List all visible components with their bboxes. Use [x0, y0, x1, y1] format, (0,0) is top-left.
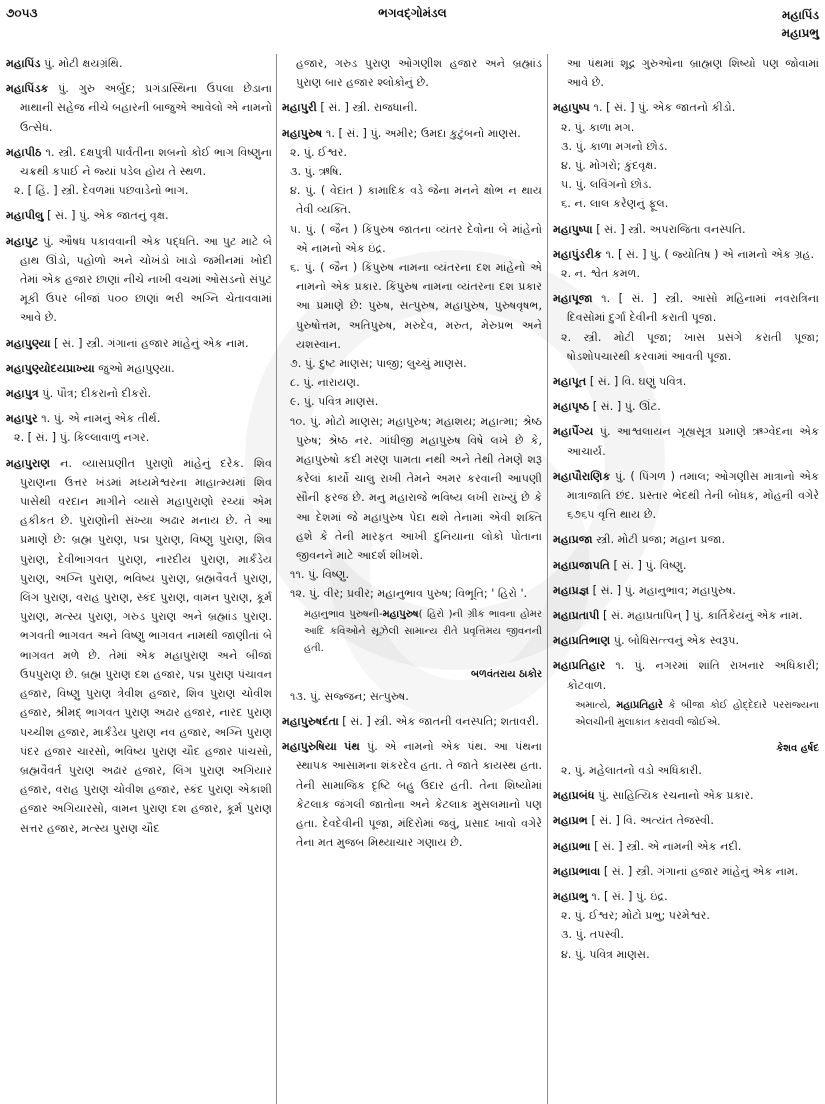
sense: ૬. ન. લાલ કરેણનું ફૂલ.: [561, 197, 669, 211]
sense: ૭. પું. દુષ્ટ માણસ; પાજી; લુચ્ચું માણસ.: [290, 357, 467, 371]
entry: [553, 631, 819, 650]
guide-words: [782, 6, 819, 42]
headword: મહાપુણ્યા: [6, 336, 51, 350]
headword: મહાપુરી: [282, 101, 317, 115]
definition: ૧. પું. એ નામનું એક તીર્થ.: [37, 412, 161, 426]
entry: [6, 409, 272, 428]
guide-word-last: મહાપ્રભુ: [781, 26, 819, 40]
headword: મહાપુર: [6, 412, 38, 426]
quote-text: ( હિરો )ની ગ્રીક ભાવના હોમર આદિ કવિઓને સૂઝેલી સામાન્ય રીતે પ્રવૃત્તિમય જીવનની હતી.: [304, 608, 542, 654]
sense: ૨. [ હિં. ] સ્ત્રી. દેવળમાં પછવાડેનો ભાગ.: [14, 184, 189, 198]
entry: [282, 737, 542, 852]
headword: મહાપૂત: [553, 375, 587, 389]
continued-text: હજાર, ગરુડ પુરાણ ઓગણીશ હજાર અને બ્રહ્માંડ પુરાણ બાર હજાર શ્લોકોનું છે.: [296, 57, 542, 90]
headword: મહાપ્રભાવા: [553, 864, 601, 878]
definition: [ સં. ] સ્ત્રી. એક જાતની વનસ્પતિ; શતાવરી.: [338, 714, 539, 728]
headword: મહાપ્રતિભાણ: [553, 634, 611, 648]
sense: ૫. પું. લવિંગનો છોડ.: [561, 178, 652, 192]
sense: ૪. પું. ( વેદાંત ) કામાદિક વડે જેના મનને ક્ષોભ ન થાય તેવી વ્યક્તિ.: [290, 184, 542, 217]
quote-text: અમાત્યે,: [575, 699, 617, 711]
headword: મહાપુરુષદંતા: [282, 714, 339, 728]
headword: મહાપ્રભુ: [553, 889, 588, 903]
definition: ૧. [ સં. ] સ્ત્રી. આસો મહિનામાં નવરાત્રિના દિવસોમાં દુર્ગા દેવીની કરાતી પૂજા.: [567, 292, 819, 325]
entry: [6, 143, 272, 181]
sense: ૬. પું. ( જૈન ) કિંપુરુષ નામના વ્યંતરના દશ માંહેનો એ નામનો એક પ્રકાર. કિંપુરુષ નામના વ્યંતરના દશ પ્રકાર આ પ્રમાણે છે: પુરુષ, સત્પુરુષ, મહાપુરુષ, પુરુષવૃષભ, પુરુષોત્તમ, અતિપુરુષ, મરુદેવ, મરુત, મેરુપ્રભ અને યશસ્વાન.: [290, 261, 542, 351]
entry: [6, 206, 272, 225]
headword: મહાપ્રભ: [553, 814, 588, 828]
citation-quote: [553, 697, 819, 731]
definition: [ સં. ] સ્ત્રી. ગંગાનાં હજાર માંહેનું એક નામ.: [600, 864, 799, 878]
entry: [6, 384, 272, 403]
entry: [282, 712, 542, 731]
sense: ૨. પું. ઈશ્વર; મોટો પ્રભુ; પરમેશ્વર.: [561, 909, 710, 923]
sense: ૨. પું. કાળા મગ.: [561, 120, 635, 134]
definition: [ સં. ] પું. મહાનુભાવ; મહાપુરુષ.: [589, 583, 736, 597]
sense: ૨. પું. ઈશ્વર.: [290, 145, 347, 159]
entry: [553, 811, 819, 830]
citation-author: બળવંતરાય ઠાકોર: [471, 668, 542, 680]
entry: [553, 289, 819, 327]
sense: ૪. પું. મોગરો; કુંદવૃક્ષ.: [561, 159, 657, 173]
sense: ૨. પું. મહેલાતનો વડો અધિકારી.: [561, 763, 702, 777]
definition: ૧. સ્ત્રી. દક્ષપુત્રી પાર્વતીના શબનો કોઈ ભાગ વિષ્ણુના ચક્રથી કપાઈ ને જ્યાં પડેલ હોય તે સ્થળ.: [20, 145, 272, 179]
entry: [282, 98, 542, 117]
citation-author: કેશવ હર્ષદ: [776, 742, 819, 754]
headword: મહાપુષ્પ: [553, 101, 590, 115]
definition: પું. ઔષધ પકાવવાની એક પદ્ધતિ. આ પુટ માટે બે હાથ ઊંડો, પહોળો અને ચોખંડો ખાડો જમીનમાં ખોદી તેમાં એક હજાર છાણાં નીચે નાખી વચમાં ઓસડનો સંપુટ મૂકી ઉપર બીજાં ૫૦૦ છાણાં ભરી અગ્નિ ચેતાવવામાં આવે છે.: [20, 234, 272, 325]
dictionary-columns: [0, 54, 825, 1104]
entry: [553, 220, 819, 239]
headword: મહાપુત્ર: [6, 387, 39, 401]
column-3: [553, 54, 819, 1104]
entry: [553, 556, 819, 575]
definition: પું. ગુરુ અર્બુદ; પ્રગંડાસ્થિના ઉપલા છેડાના માથાની સહેજ નીચે બહારની બાજુએ આવેલો એ નામનો ઉત્સેધ.: [20, 82, 272, 134]
quote-headword: મહાપ્રતિહારે: [616, 699, 663, 711]
page-number: ૭૦૫૩: [6, 6, 38, 20]
entry: [553, 837, 819, 856]
sense: ૧૨. પું. વીર; પ્રવીર; મહાનુભાવ પુરુષ; વિભૂતિ; ' હિરો '.: [290, 587, 528, 601]
column-1: [6, 54, 272, 1104]
definition: [ સં. ] પું. ઊંટ.: [589, 400, 661, 414]
definition: [ સં. ] સ્ત્રી. રાજધાની.: [316, 101, 418, 115]
sense: ૨. [ સં. ] પું. કિલ્લાવાળું નગર.: [14, 431, 150, 445]
citation-quote: [282, 606, 542, 657]
headword: મહાપુણ્યોદયપ્રાખ્યા: [6, 361, 95, 375]
entry: [553, 862, 819, 881]
entry: [6, 334, 272, 353]
entry: [553, 530, 819, 549]
headword: મહાપૂજા: [553, 292, 593, 306]
headword: મહાપ્રતિહાર: [553, 659, 606, 673]
headword: મહાપીઠ: [6, 145, 42, 159]
entry: [553, 467, 819, 525]
definition: [ સં. ] પું. એક જાતનું વૃક્ષ.: [43, 209, 169, 223]
headword: મહાપ્રજા: [553, 533, 593, 547]
quote-text: મહાનુભાવ પુરુષની-: [304, 608, 383, 620]
column-divider: [547, 54, 548, 1104]
definition: [ સં. ] સ્ત્રી. એ નામની એક નદી.: [590, 839, 742, 853]
definition: પું. સાહિત્યિક રચનાનો એક પ્રકાર.: [594, 789, 754, 803]
entry: [553, 656, 819, 694]
sense: ૩. પું. કાળા મગનો છોડ.: [561, 139, 668, 153]
headword: મહાપ્રતાપી: [553, 609, 600, 623]
headword: મહાપુટ: [6, 234, 39, 248]
sense: ૧૦. પું. મોટો માણસ; મહાપુરુષ; મહાશય; મહાત્મા; શ્રેષ્ઠ પુરુષ; શ્રેષ્ઠ નર. ગાંધીજી મહાપુરુષ વિષે લખે છે કે, મહાપુરુષો કદી મરણ પામતા નથી અને તેથી તેમણે શરૂ કરેલાં કાર્યો ચાલુ રાખી તેમને અમર કરવાની આપણી સૌની ફરજ છે. મનુ મહારાજે ભવિષ્ય લખી રાખ્યું છે કે આ દેશમાં જે મહાપુરુષ પેદા થશે તેનામાં એવી શક્તિ હશે કે તેની મારફત આખી દુનિયાના લોકો પોતાના જીવનને માટે આદર્શ શીખશે.: [290, 414, 542, 563]
headword: મહાપુંડરીક: [553, 247, 602, 261]
definition: [ સં. મહાપ્રતાપિન્ ] પું. કાર્તિકેયનું એક નામ.: [599, 609, 803, 623]
entry: [6, 54, 272, 73]
headword: મહાપીલુ: [6, 209, 44, 223]
entry: [553, 245, 819, 264]
quote-text: કે બીજા કોઈ હોદ્દેદારે પરરાજ્યના એલચીની મુલાકાત કરાવવી જોઈએ.: [575, 699, 819, 728]
running-title: ભગવદ્ગોમંડલ: [378, 6, 447, 20]
entry: [553, 422, 819, 460]
definition: [ સં. ] પું. વિષ્ણુ.: [609, 558, 687, 572]
headword: મહાપિંડ: [6, 57, 41, 70]
entry: [6, 232, 272, 328]
sense: ૪. પું. પવિત્ર માણસ.: [561, 947, 650, 961]
column-2: [282, 54, 542, 1104]
sense: ૮. પું. નારાયણ.: [290, 376, 360, 390]
sense: ૯. પું. પવિત્ર માણસ.: [290, 395, 379, 409]
definition: જુઓ મહાપુણ્યા.: [94, 361, 175, 375]
sense: ૧૩. પું. સજ્જન; સત્પુરુષ.: [290, 689, 409, 703]
headword: મહાપૈંગ્ય: [553, 425, 594, 439]
headword: મહાપ્રજ્ઞ: [553, 583, 590, 597]
headword: મહાપુરાણ: [6, 456, 51, 470]
headword: મહાપૃષ્ઠ: [553, 400, 590, 414]
entry: [553, 581, 819, 600]
headword: મહાપુરુષિયા પંથ: [282, 740, 360, 754]
headword: મહાપ્રભા: [553, 839, 591, 853]
definition: ૧. [ સં. ] પું. એક જાતનો કીડો.: [589, 101, 736, 115]
definition: પું. એ નામનો એક પંથ. આ પંથના સ્થાપક આસામના શંકરદેવ હતા. તે જાતે કાયસ્થ હતા. તેની સામાજિક દૃષ્ટિ બહુ ઉદાર હતી. તેના શિષ્યોમાં કેટલાક જંગલી જાતોના અને કેટલાક મુસલમાનો પણ હતા. દેવદેવીની પૂજા, મંદિરોમાં જવું, પ્રસાદ ખાવો વગેરે તેના મત મુજબ મિથ્યાચાર ગણાય છે.: [296, 740, 542, 850]
column-divider: [276, 54, 277, 1104]
definition: ૧. પું. નગરમાં શાંતિ રાખનાર અધિકારી; કોટવાળ.: [567, 659, 819, 692]
definition: [ સં. ] સ્ત્રી. ગંગાનાં હજાર માંહેનું એક નામ.: [50, 336, 249, 350]
quote-headword: મહાપુરુષ: [382, 608, 419, 620]
entry: [553, 786, 819, 805]
definition: પું. ( પિંગળ ) તમાલ; ઓગણીસ માત્રાનો એક માત્રાજાતિ છંદ. પ્રસ્તાર ભેદથી તેની બોધક, મોહની વગેરે ૬૭૬૫ વૃત્તિ થાય છે.: [567, 469, 819, 522]
entry: [553, 606, 819, 625]
headword: મહાપુરુષ: [282, 126, 323, 140]
headword: મહાપિંડક: [6, 82, 49, 96]
sense: ૨. ન. શ્વેત કમળ.: [561, 267, 641, 281]
definition: [ સં. ] વિ. અત્યંત તેજસ્વી.: [587, 814, 714, 828]
sense: ૩. પું. ઋષિ.: [290, 165, 343, 179]
definition: ન. વ્યાસપ્રણીત પુરાણો માંહેનું દરેક. શિવ પુરાણના ઉત્તર ખંડમાં મધ્યમેશ્વરના માહાત્મ્યમાં શિવ પાસેથી વરદાન માગીને વ્યાસે મહાપુરાણો રચ્યાં એમ હકીકત છે. પુરાણોની સંખ્યા અઢાર મનાય છે. તે આ પ્રમાણે છે: બ્રહ્મ પુરાણ, પદ્મ પુરાણ, વિષ્ણુ પુરાણ, શિવ પુરાણ, દેવીભાગવત પુરાણ, નારદીય પુરાણ, માર્કંડેય પુરાણ, અગ્નિ પુરાણ, ભવિષ્ય પુરાણ, બ્રહ્મવૈવર્ત પુરાણ, લિંગ પુરાણ, વરાહ પુરાણ, સ્કંદ પુરાણ, વામન પુરાણ, કૂર્મ પુરાણ, મત્સ્ય પુરાણ, ગરુડ પુરાણ અને બ્રહ્માંડ પુરાણ. ભગવતી ભાગવત અને વિષ્ણુ ભાગવત નામથી જાણીતાં બે ભાગવત મળે છે. તેમાં એક મહાપુરાણ અને બીજાં ઉપપુરાણ છે. બ્રહ્મ પુરાણ દશ હજાર, પદ્મ પુરાણ પંચાવન હજાર, વિષ્ણુ પુરાણ ત્રેવીશ હજાર, શિવ પુરાણ ચોવીશ હજાર, શ્રીમદ્ ભાગવત પુરાણ અઢાર હજાર, નારદ પુરાણ પચ્ચીશ હજાર, માર્કંડેય પુરાણ નવ હજાર, અગ્નિ પુરાણ પંદર હજાર ચારસો, ભવિષ્ય પુરાણ ચૌદ હજાર પાંચસો, બ્રહ્મવૈવર્ત પુરાણ અઢાર હજાર, લિંગ પુરાણ અગિયાર હજાર, વરાહ પુરાણ ચોવીશ હજાર, સ્કંદ પુરાણ એકાશી હજાર અગિયારસો, વામન પુરાણ દશ હજાર, કૂર્મ પુરાણ સત્તર હજાર, મત્સ્ય પુરાણ ચૌદ: [20, 456, 272, 835]
headword: મહાપ્રજાપતિ: [553, 558, 610, 572]
sense: ૨. સ્ત્રી. મોટી પૂજા; ખાસ પ્રસંગે કરાતી પૂજા; ષોડશોપચારથી કરવામાં આવતી પૂજા.: [561, 330, 819, 363]
entry: [553, 397, 819, 416]
headword: મહાપ્રબંધ: [553, 789, 595, 803]
definition: પું. આશ્વલાયન ગૃહ્યસૂત્ર પ્રમાણે ઋગ્વેદના એક આચાર્ય.: [567, 425, 819, 458]
sense: ૫. પું. ( જૈન ) કિંપુરુષ જાતના વ્યંતર દેવોના બે માંહેનો એ નામનો એક ઇંદ્ર.: [290, 222, 542, 255]
entry: [553, 372, 819, 391]
definition: સ્ત્રી. મોટી પ્રજા; મહાન પ્રજા.: [592, 533, 726, 547]
headword: મહાપૌરાણિક: [553, 469, 611, 483]
definition: ૧. [ સં. ] પું. અમીર; ઉમદા કુટુંબનો માણસ.: [322, 126, 521, 140]
headword: મહાપુષ્પા: [553, 222, 593, 236]
sense: ૧૧. પું. વિષ્ણુ.: [290, 568, 350, 582]
sense: ૩. પું. તપસ્વી.: [561, 928, 624, 942]
definition: [ સં. ] સ્ત્રી. અપરાજિતા વનસ્પતિ.: [592, 222, 746, 236]
definition: ૧. [ સં. ] પું. ( જ્યોતિષ ) એ નામનો એક ગ્રહ.: [601, 247, 815, 261]
definition: પું. મોટી ક્ષયગ્રંથિ.: [40, 57, 123, 70]
entry: [6, 359, 272, 378]
entry: [553, 887, 819, 906]
definition: પું. બોધિસત્ત્વનું એક સ્વરૂપ.: [610, 634, 740, 648]
definition: [ સં. ] વિ. ઘણું પવિત્ર.: [586, 375, 687, 389]
entry: [6, 79, 272, 137]
definition: પું. પૌત્ર; દીકરાનો દીકરો.: [38, 387, 152, 401]
entry: [6, 454, 272, 838]
page-header: [0, 0, 825, 52]
guide-word-first: મહાપિંડ: [781, 8, 819, 22]
entry: [553, 98, 819, 117]
definition: ૧. [ સં. ] પું. ઇંદ્ર.: [587, 889, 668, 903]
continued-text: આ પંથમાં શૂદ્ર ગુરુઓના બ્રાહ્મણ શિષ્યો પણ જોવામાં આવે છે.: [567, 57, 819, 90]
entry: [282, 124, 542, 143]
